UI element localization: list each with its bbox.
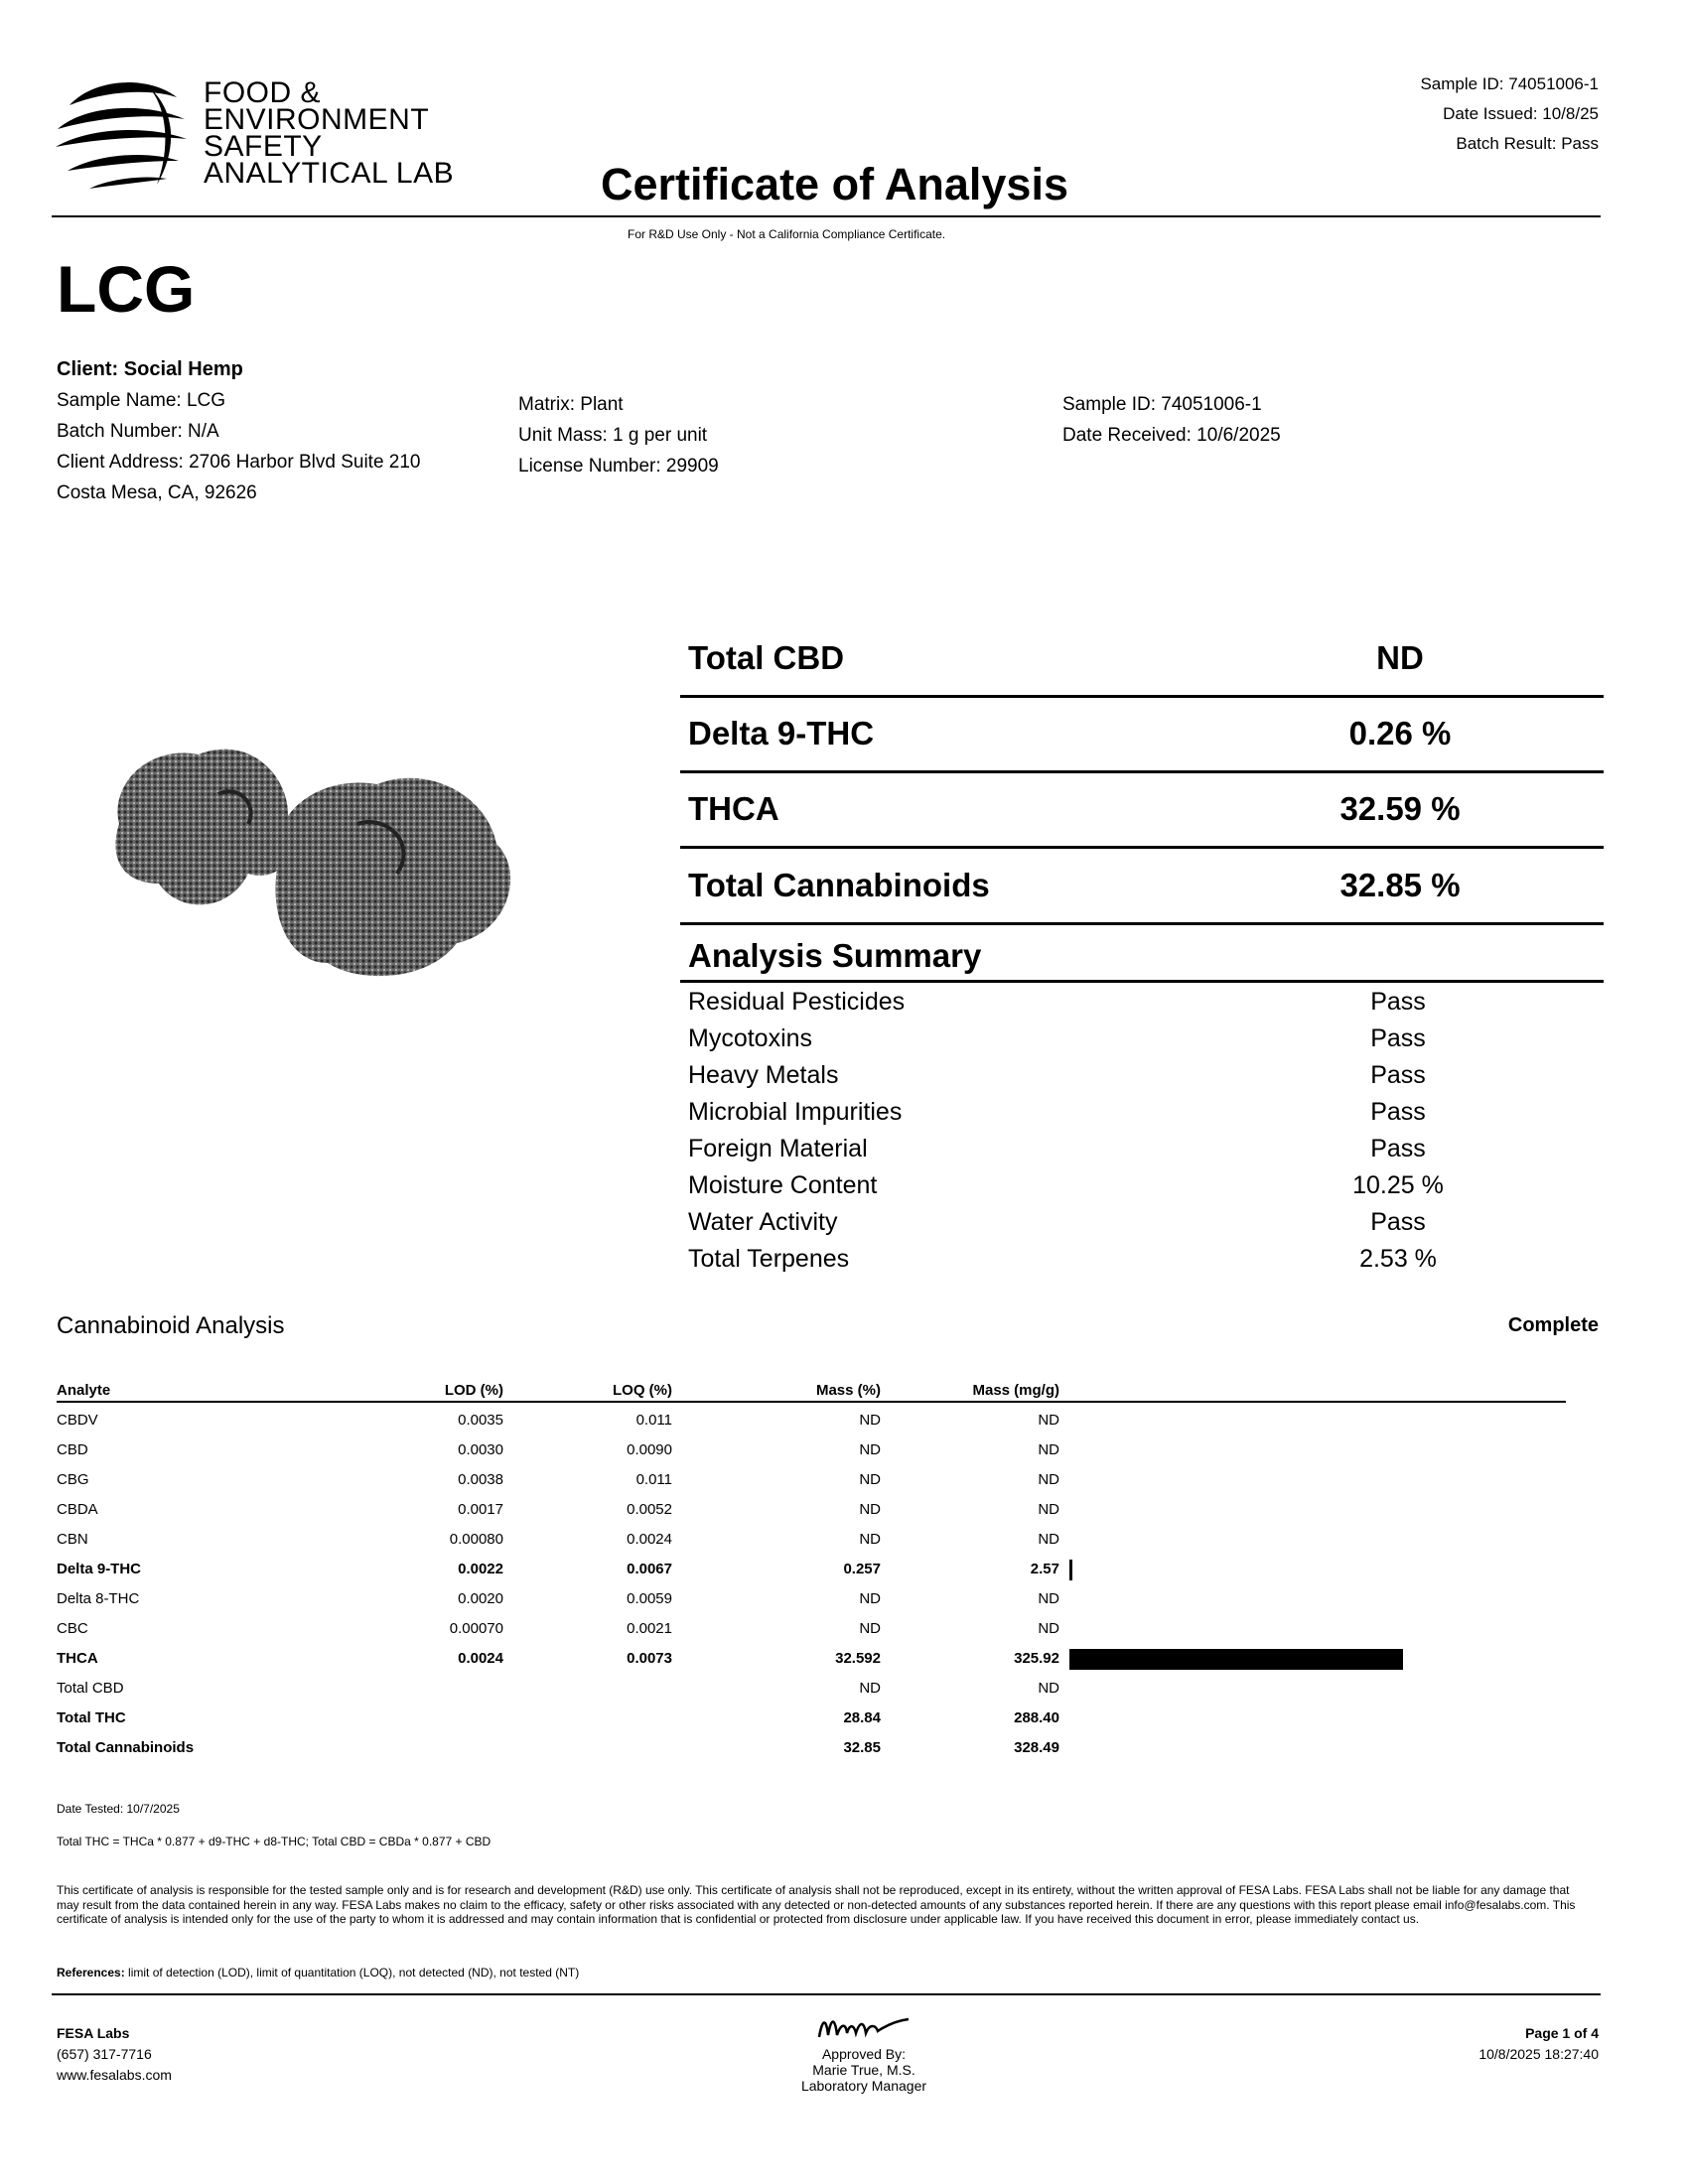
page-number: Page 1 of 4 <box>1525 2025 1599 2041</box>
lod-value: 0.00080 <box>449 1531 503 1548</box>
license-number: License Number: 29909 <box>518 456 719 477</box>
potency-row <box>680 849 1604 925</box>
analysis-summary-title: Analysis Summary <box>688 937 982 974</box>
loq-value: 0.011 <box>635 1412 672 1429</box>
summary-value: Pass <box>1370 1135 1426 1162</box>
mass-percent: ND <box>859 1412 881 1429</box>
potency-label: Delta 9-THC <box>688 715 875 751</box>
mass-percent: ND <box>859 1531 881 1548</box>
mass-bar <box>1069 1560 1072 1580</box>
mass-mg-per-g: ND <box>1038 1471 1059 1488</box>
rd-use-note: For R&D Use Only - Not a California Compliance Certificate. <box>628 227 946 241</box>
sample-id: Sample ID: 74051006-1 <box>1062 394 1262 415</box>
column-header: LOD (%) <box>444 1382 503 1399</box>
column-header: Analyte <box>57 1382 111 1399</box>
header-sample-id: Sample ID: 74051006-1 <box>1420 74 1599 93</box>
potency-label: THCA <box>688 790 779 827</box>
approver-title: Laboratory Manager <box>800 2078 927 2094</box>
approved-by-label: Approved By: <box>821 2046 907 2062</box>
loq-value: 0.0059 <box>627 1590 672 1607</box>
summary-label: Heavy Metals <box>688 1061 839 1089</box>
table-row <box>57 1501 1149 1531</box>
lod-value: 0.0022 <box>458 1561 503 1577</box>
mass-mg-per-g: ND <box>1038 1412 1059 1429</box>
approver-signature <box>695 2007 1033 2043</box>
summary-value: 2.53 % <box>1359 1245 1437 1273</box>
analyte: Total THC <box>57 1709 126 1726</box>
client-name: Client: Social Hemp <box>57 358 243 380</box>
potency-row <box>680 621 1604 698</box>
analyte: Total CBD <box>57 1680 124 1697</box>
summary-label: Mycotoxins <box>688 1024 813 1052</box>
lod-value: 0.0017 <box>458 1501 503 1518</box>
summary-value: Pass <box>1370 1061 1426 1089</box>
document-title: Certificate of Analysis <box>601 159 1068 209</box>
loq-value: 0.011 <box>635 1471 672 1488</box>
summary-row <box>688 1061 1602 1098</box>
table-row <box>57 1650 1149 1680</box>
table-row <box>57 1620 1149 1650</box>
footer-approval <box>695 2007 1033 2094</box>
summary-row <box>688 1098 1602 1135</box>
mass-mg-per-g: ND <box>1038 1620 1059 1637</box>
table-row <box>57 1590 1149 1620</box>
summary-label: Microbial Impurities <box>688 1098 903 1126</box>
mass-mg-per-g: 328.49 <box>1014 1739 1059 1756</box>
cannabinoid-analysis-title: Cannabinoid Analysis <box>57 1312 285 1339</box>
table-header <box>57 1382 1566 1402</box>
product-name: LCG <box>57 252 196 326</box>
matrix: Matrix: Plant <box>518 394 624 415</box>
mass-mg-per-g: ND <box>1038 1441 1059 1458</box>
summary-label: Moisture Content <box>688 1171 878 1199</box>
summary-label: Total Terpenes <box>688 1245 850 1273</box>
analyte: CBN <box>57 1531 88 1548</box>
mass-mg-per-g: ND <box>1038 1531 1059 1548</box>
column-header: Mass (%) <box>815 1382 881 1399</box>
footer-lab-name: FESA Labs <box>57 2025 130 2041</box>
references-label: References: <box>57 1966 125 1979</box>
print-timestamp: 10/8/2025 18:27:40 <box>1478 2046 1599 2062</box>
lod-value: 0.0030 <box>458 1441 503 1458</box>
analyte: Delta 8-THC <box>57 1590 140 1607</box>
sample-details <box>518 389 719 481</box>
summary-row <box>688 1171 1602 1208</box>
analyte: CBDV <box>57 1412 98 1429</box>
analyte: THCA <box>57 1650 98 1667</box>
mass-mg-per-g: 2.57 <box>1030 1561 1059 1577</box>
lab-name-line: SAFETY <box>204 130 323 163</box>
potency-value: 32.85 % <box>1339 867 1461 903</box>
sample-ids <box>1062 389 1281 451</box>
lod-value: 0.0035 <box>458 1412 503 1429</box>
potency-row <box>680 772 1604 849</box>
mass-percent: ND <box>859 1620 881 1637</box>
header-batch-result: Batch Result: Pass <box>1456 134 1599 153</box>
summary-label: Foreign Material <box>688 1135 868 1162</box>
client-info <box>57 354 421 508</box>
sample-name: Sample Name: LCG <box>57 390 226 411</box>
mass-percent: ND <box>859 1680 881 1697</box>
table-row <box>57 1412 1149 1441</box>
table-row <box>57 1709 1149 1739</box>
mass-mg-per-g: ND <box>1038 1680 1059 1697</box>
lod-value: 0.0020 <box>458 1590 503 1607</box>
table-row <box>57 1441 1149 1471</box>
potency-row <box>680 697 1604 773</box>
summary-value: Pass <box>1370 988 1426 1016</box>
references <box>57 1966 579 1979</box>
product-photo <box>99 715 546 993</box>
mass-mg-per-g: ND <box>1038 1501 1059 1518</box>
header-divider <box>52 215 1601 217</box>
table-row <box>57 1471 1149 1501</box>
column-header: Mass (mg/g) <box>972 1382 1059 1399</box>
potency-label: Total CBD <box>688 639 845 676</box>
table-row <box>57 1561 1149 1590</box>
summary-label: Water Activity <box>688 1208 838 1236</box>
mass-mg-per-g: ND <box>1038 1590 1059 1607</box>
summary-value: 10.25 % <box>1352 1171 1444 1199</box>
lod-value: 0.0024 <box>458 1650 503 1667</box>
loq-value: 0.0090 <box>627 1441 672 1458</box>
mass-percent: 28.84 <box>843 1709 881 1726</box>
client-address-city: Costa Mesa, CA, 92626 <box>57 482 257 503</box>
date-tested: Date Tested: 10/7/2025 <box>57 1802 180 1816</box>
summary-value: Pass <box>1370 1024 1426 1052</box>
footer-phone: (657) 317-7716 <box>57 2046 152 2062</box>
mass-percent: ND <box>859 1590 881 1607</box>
table-row <box>57 1531 1149 1561</box>
summary-row <box>688 988 1602 1024</box>
lab-name-line: FOOD & <box>204 76 322 109</box>
summary-row <box>688 1208 1602 1245</box>
mass-percent: ND <box>859 1441 881 1458</box>
header-date-issued: Date Issued: 10/8/25 <box>1443 104 1599 123</box>
potency-value: 0.26 % <box>1348 715 1452 751</box>
cannabinoid-analysis-status: Complete <box>1507 1314 1599 1336</box>
summary-value: Pass <box>1370 1208 1426 1236</box>
summary-row <box>688 1245 1602 1282</box>
analyte: CBD <box>57 1441 88 1458</box>
lod-value: 0.0038 <box>458 1471 503 1488</box>
date-received: Date Received: 10/6/2025 <box>1062 425 1281 446</box>
loq-value: 0.0073 <box>627 1650 672 1667</box>
footer-lab-info <box>57 2023 172 2086</box>
summary-row <box>688 1135 1602 1171</box>
analyte: CBG <box>57 1471 89 1488</box>
mass-mg-per-g: 325.92 <box>1014 1650 1059 1667</box>
potency-value: 32.59 % <box>1339 790 1461 827</box>
analyte: Total Cannabinoids <box>57 1739 195 1756</box>
column-header: LOQ (%) <box>613 1382 672 1399</box>
batch-number: Batch Number: N/A <box>57 421 219 442</box>
analyte: CBDA <box>57 1501 98 1518</box>
loq-value: 0.0024 <box>627 1531 672 1548</box>
analyte: Delta 9-THC <box>57 1561 142 1577</box>
footer-website: www.fesalabs.com <box>57 2067 172 2083</box>
table-header-divider <box>57 1401 1566 1403</box>
disclaimer: This certificate of analysis is responsible for the tested sample only and is for research and development (R&D) use only. This certificate of analysis shall not be reproduced, except in its entirety, without the written approval of FESA Labs. FESA Labs shall not be liable for any damage that may result from the data contained herein in any way. FESA Labs makes no claim to the efficacy, safety or other risks associated with any detected or non-detected amounts of any substances reported herein. If there are any questions with this report please email info@fesalabs.com. This certificate of analysis is intended only for the use of the party to whom it is addressed and may contain information that is confidential or protected from disclosure under applicable law. If you have received this document in error, please immediately contact us. <box>57 1883 1576 1926</box>
potency-label: Total Cannabinoids <box>688 867 990 903</box>
unit-mass: Unit Mass: 1 g per unit <box>518 425 708 446</box>
loq-value: 0.0067 <box>627 1561 672 1577</box>
mass-mg-per-g: 288.40 <box>1014 1709 1059 1726</box>
mass-percent: ND <box>859 1471 881 1488</box>
analyte: CBC <box>57 1620 88 1637</box>
lab-logo-icon <box>50 68 189 195</box>
lab-name-line: ANALYTICAL LAB <box>204 157 455 190</box>
lab-name <box>204 76 455 190</box>
loq-value: 0.0021 <box>627 1620 672 1637</box>
table-row <box>57 1739 1149 1769</box>
loq-value: 0.0052 <box>627 1501 672 1518</box>
summary-label: Residual Pesticides <box>688 988 906 1016</box>
mass-percent: 0.257 <box>843 1561 881 1577</box>
references-text: limit of detection (LOD), limit of quantitation (LOQ), not detected (ND), not tested (NT) <box>124 1966 580 1979</box>
summary-row <box>688 1024 1602 1061</box>
footer-divider <box>52 1993 1601 1995</box>
summary-divider <box>680 980 1604 983</box>
footer-page-info <box>1478 2023 1599 2065</box>
mass-percent: 32.85 <box>843 1739 881 1756</box>
mass-percent: ND <box>859 1501 881 1518</box>
approver-name: Marie True, M.S. <box>812 2062 915 2078</box>
table-row <box>57 1680 1149 1709</box>
client-address: Client Address: 2706 Harbor Blvd Suite 210 <box>57 452 421 473</box>
total-formula: Total THC = THCa * 0.877 + d9-THC + d8-THC; Total CBD = CBDa * 0.877 + CBD <box>57 1835 492 1848</box>
summary-value: Pass <box>1370 1098 1426 1126</box>
mass-bar <box>1069 1649 1403 1670</box>
potency-value: ND <box>1376 639 1424 676</box>
lod-value: 0.00070 <box>449 1620 503 1637</box>
lab-name-line: ENVIRONMENT <box>204 103 430 136</box>
mass-percent: 32.592 <box>835 1650 881 1667</box>
header-meta <box>1420 69 1599 159</box>
